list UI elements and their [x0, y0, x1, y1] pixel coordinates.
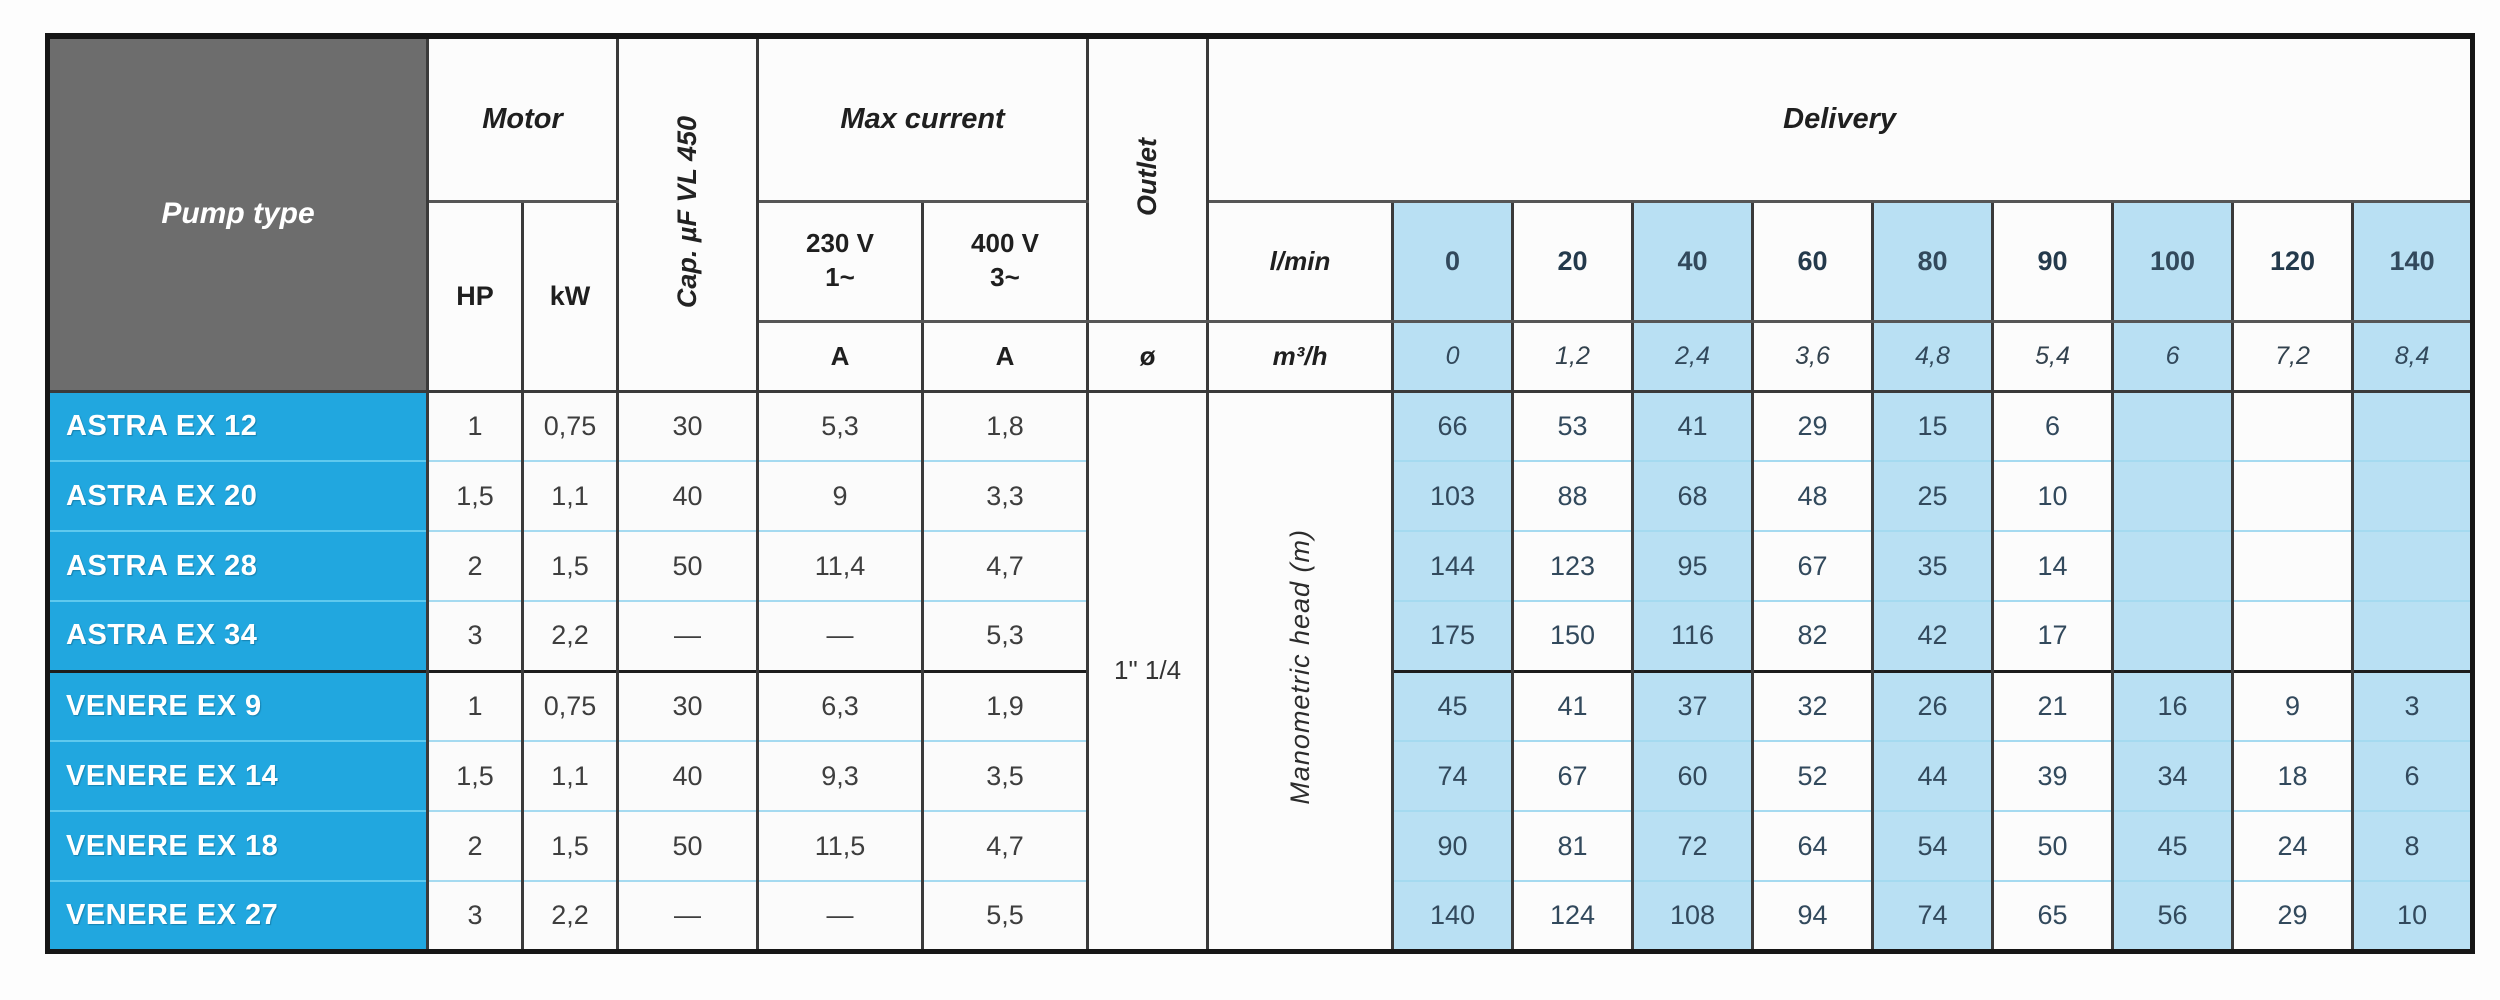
current-400v-cell: 5,3: [923, 601, 1088, 671]
header-row-1: [48, 36, 2473, 201]
header-flow-value: 60: [1753, 201, 1873, 321]
delivery-cell: 82: [1753, 601, 1873, 671]
header-m3h-value: 1,2: [1513, 321, 1633, 391]
delivery-cell: [2113, 391, 2233, 461]
table-body: [48, 391, 2473, 951]
delivery-cell: [2113, 531, 2233, 601]
delivery-cell: 18: [2233, 741, 2353, 811]
kw-cell: 2,2: [523, 881, 618, 951]
header-m3h: m³/h: [1208, 321, 1393, 391]
capacitor-cell: 30: [618, 391, 758, 461]
kw-cell: 1,5: [523, 811, 618, 881]
delivery-cell: [2353, 531, 2473, 601]
header-flow-value: 20: [1513, 201, 1633, 321]
header-outlet: [1088, 36, 1208, 321]
delivery-cell: 37: [1633, 671, 1753, 741]
delivery-cell: [2353, 461, 2473, 531]
delivery-cell: 95: [1633, 531, 1753, 601]
delivery-cell: 124: [1513, 881, 1633, 951]
current-400v-cell: 5,5: [923, 881, 1088, 951]
delivery-cell: 64: [1753, 811, 1873, 881]
delivery-cell: 68: [1633, 461, 1753, 531]
current-230v-cell: 11,5: [758, 811, 923, 881]
delivery-cell: 90: [1393, 811, 1513, 881]
delivery-cell: 29: [1753, 391, 1873, 461]
hp-cell: 1: [428, 391, 523, 461]
delivery-cell: 50: [1993, 811, 2113, 881]
capacitor-cell: —: [618, 881, 758, 951]
pump-name-cell: VENERE EX 9: [48, 671, 428, 741]
header-m3h-value: 4,8: [1873, 321, 1993, 391]
header-delivery: Delivery: [1208, 36, 2473, 201]
header-230v: [758, 201, 923, 321]
hp-cell: 2: [428, 811, 523, 881]
kw-cell: 1,5: [523, 531, 618, 601]
current-400v-cell: 4,7: [923, 811, 1088, 881]
header-m3h-value: 0: [1393, 321, 1513, 391]
kw-cell: 0,75: [523, 391, 618, 461]
delivery-cell: 35: [1873, 531, 1993, 601]
hp-cell: 2: [428, 531, 523, 601]
delivery-cell: 88: [1513, 461, 1633, 531]
voltage-label: 230 V: [806, 228, 874, 259]
delivery-cell: 74: [1873, 881, 1993, 951]
delivery-cell: 103: [1393, 461, 1513, 531]
header-400v: [923, 201, 1088, 321]
capacitor-cell: 50: [618, 531, 758, 601]
header-flow-value: 90: [1993, 201, 2113, 321]
header-hp: HP: [428, 201, 523, 391]
header-diameter: ø: [1088, 321, 1208, 391]
header-m3h-value: 3,6: [1753, 321, 1873, 391]
header-flow-value: 100: [2113, 201, 2233, 321]
delivery-cell: 45: [2113, 811, 2233, 881]
delivery-cell: 17: [1993, 601, 2113, 671]
current-400v-cell: 4,7: [923, 531, 1088, 601]
delivery-cell: [2233, 531, 2353, 601]
delivery-cell: 108: [1633, 881, 1753, 951]
header-pump-type: Pump type: [48, 36, 428, 391]
capacitor-cell: 30: [618, 671, 758, 741]
current-400v-cell: 1,9: [923, 671, 1088, 741]
delivery-cell: 39: [1993, 741, 2113, 811]
delivery-cell: 116: [1633, 601, 1753, 671]
current-400v-cell: 3,5: [923, 741, 1088, 811]
kw-cell: 2,2: [523, 601, 618, 671]
delivery-cell: 21: [1993, 671, 2113, 741]
delivery-cell: 140: [1393, 881, 1513, 951]
pump-name-cell: VENERE EX 18: [48, 811, 428, 881]
header-capacitor: [618, 36, 758, 391]
header-m3h-value: 5,4: [1993, 321, 2113, 391]
current-400v-cell: 1,8: [923, 391, 1088, 461]
pump-name-cell: VENERE EX 14: [48, 741, 428, 811]
table-header: [48, 36, 2473, 391]
header-max-current: Max current: [758, 36, 1088, 201]
hp-cell: 3: [428, 601, 523, 671]
current-230v-cell: 6,3: [758, 671, 923, 741]
delivery-cell: [2233, 601, 2353, 671]
delivery-cell: 15: [1873, 391, 1993, 461]
header-m3h-value: 7,2: [2233, 321, 2353, 391]
delivery-cell: 72: [1633, 811, 1753, 881]
capacitor-cell: 40: [618, 741, 758, 811]
header-amp-230: A: [758, 321, 923, 391]
delivery-cell: 26: [1873, 671, 1993, 741]
delivery-cell: 66: [1393, 391, 1513, 461]
delivery-cell: [2113, 461, 2233, 531]
pump-name-cell: ASTRA EX 34: [48, 601, 428, 671]
delivery-cell: 60: [1633, 741, 1753, 811]
delivery-cell: 8: [2353, 811, 2473, 881]
pump-name-cell: ASTRA EX 12: [48, 391, 428, 461]
current-230v-cell: 9: [758, 461, 923, 531]
phase-label: 3~: [990, 262, 1020, 292]
delivery-cell: 74: [1393, 741, 1513, 811]
delivery-cell: 67: [1513, 741, 1633, 811]
delivery-cell: 32: [1753, 671, 1873, 741]
header-motor: Motor: [428, 36, 618, 201]
current-230v-cell: 9,3: [758, 741, 923, 811]
delivery-cell: 41: [1513, 671, 1633, 741]
delivery-cell: [2353, 391, 2473, 461]
delivery-cell: 42: [1873, 601, 1993, 671]
delivery-cell: 54: [1873, 811, 1993, 881]
kw-cell: 1,1: [523, 741, 618, 811]
header-m3h-value: 2,4: [1633, 321, 1753, 391]
capacitor-cell: 50: [618, 811, 758, 881]
current-230v-cell: 5,3: [758, 391, 923, 461]
header-kw: kW: [523, 201, 618, 391]
delivery-cell: 48: [1753, 461, 1873, 531]
delivery-cell: 56: [2113, 881, 2233, 951]
kw-cell: 1,1: [523, 461, 618, 531]
delivery-cell: 9: [2233, 671, 2353, 741]
header-amp-400: A: [923, 321, 1088, 391]
delivery-cell: [2113, 601, 2233, 671]
capacitor-label: Cap. µF VL 450: [672, 115, 702, 308]
delivery-cell: 150: [1513, 601, 1633, 671]
delivery-cell: 123: [1513, 531, 1633, 601]
delivery-cell: 52: [1753, 741, 1873, 811]
outlet-size-cell: 1" 1/4: [1088, 391, 1208, 951]
manometric-head-cell: [1208, 391, 1393, 951]
header-flow-value: 140: [2353, 201, 2473, 321]
header-lmin: l/min: [1208, 201, 1393, 321]
pump-name-cell: ASTRA EX 28: [48, 531, 428, 601]
delivery-cell: 10: [1993, 461, 2113, 531]
delivery-cell: 45: [1393, 671, 1513, 741]
delivery-cell: 81: [1513, 811, 1633, 881]
hp-cell: 1: [428, 671, 523, 741]
delivery-cell: 14: [1993, 531, 2113, 601]
delivery-cell: 65: [1993, 881, 2113, 951]
manometric-head-label: Manometric head (m): [1284, 529, 1315, 805]
delivery-cell: 41: [1633, 391, 1753, 461]
capacitor-cell: —: [618, 601, 758, 671]
header-flow-value: 0: [1393, 201, 1513, 321]
delivery-cell: 44: [1873, 741, 1993, 811]
voltage-label: 400 V: [971, 228, 1039, 259]
delivery-cell: 16: [2113, 671, 2233, 741]
delivery-cell: [2353, 601, 2473, 671]
table-row: [48, 391, 2473, 461]
delivery-cell: 25: [1873, 461, 1993, 531]
current-230v-cell: —: [758, 881, 923, 951]
pump-name-cell: ASTRA EX 20: [48, 461, 428, 531]
delivery-cell: 6: [1993, 391, 2113, 461]
hp-cell: 1,5: [428, 461, 523, 531]
current-400v-cell: 3,3: [923, 461, 1088, 531]
header-flow-value: 80: [1873, 201, 1993, 321]
delivery-cell: 24: [2233, 811, 2353, 881]
delivery-cell: 6: [2353, 741, 2473, 811]
current-230v-cell: —: [758, 601, 923, 671]
delivery-cell: [2233, 391, 2353, 461]
delivery-cell: 144: [1393, 531, 1513, 601]
header-m3h-value: 6: [2113, 321, 2233, 391]
delivery-cell: 10: [2353, 881, 2473, 951]
header-flow-value: 120: [2233, 201, 2353, 321]
delivery-cell: 34: [2113, 741, 2233, 811]
outlet-label: Outlet: [1132, 137, 1163, 216]
hp-cell: 1,5: [428, 741, 523, 811]
delivery-cell: 94: [1753, 881, 1873, 951]
pump-spec-table: [45, 33, 2475, 954]
delivery-cell: 3: [2353, 671, 2473, 741]
pump-name-cell: VENERE EX 27: [48, 881, 428, 951]
delivery-cell: 175: [1393, 601, 1513, 671]
delivery-cell: 29: [2233, 881, 2353, 951]
phase-label: 1~: [825, 262, 855, 292]
delivery-cell: [2233, 461, 2353, 531]
header-m3h-value: 8,4: [2353, 321, 2473, 391]
hp-cell: 3: [428, 881, 523, 951]
current-230v-cell: 11,4: [758, 531, 923, 601]
delivery-cell: 67: [1753, 531, 1873, 601]
header-flow-value: 40: [1633, 201, 1753, 321]
capacitor-cell: 40: [618, 461, 758, 531]
delivery-cell: 53: [1513, 391, 1633, 461]
kw-cell: 0,75: [523, 671, 618, 741]
